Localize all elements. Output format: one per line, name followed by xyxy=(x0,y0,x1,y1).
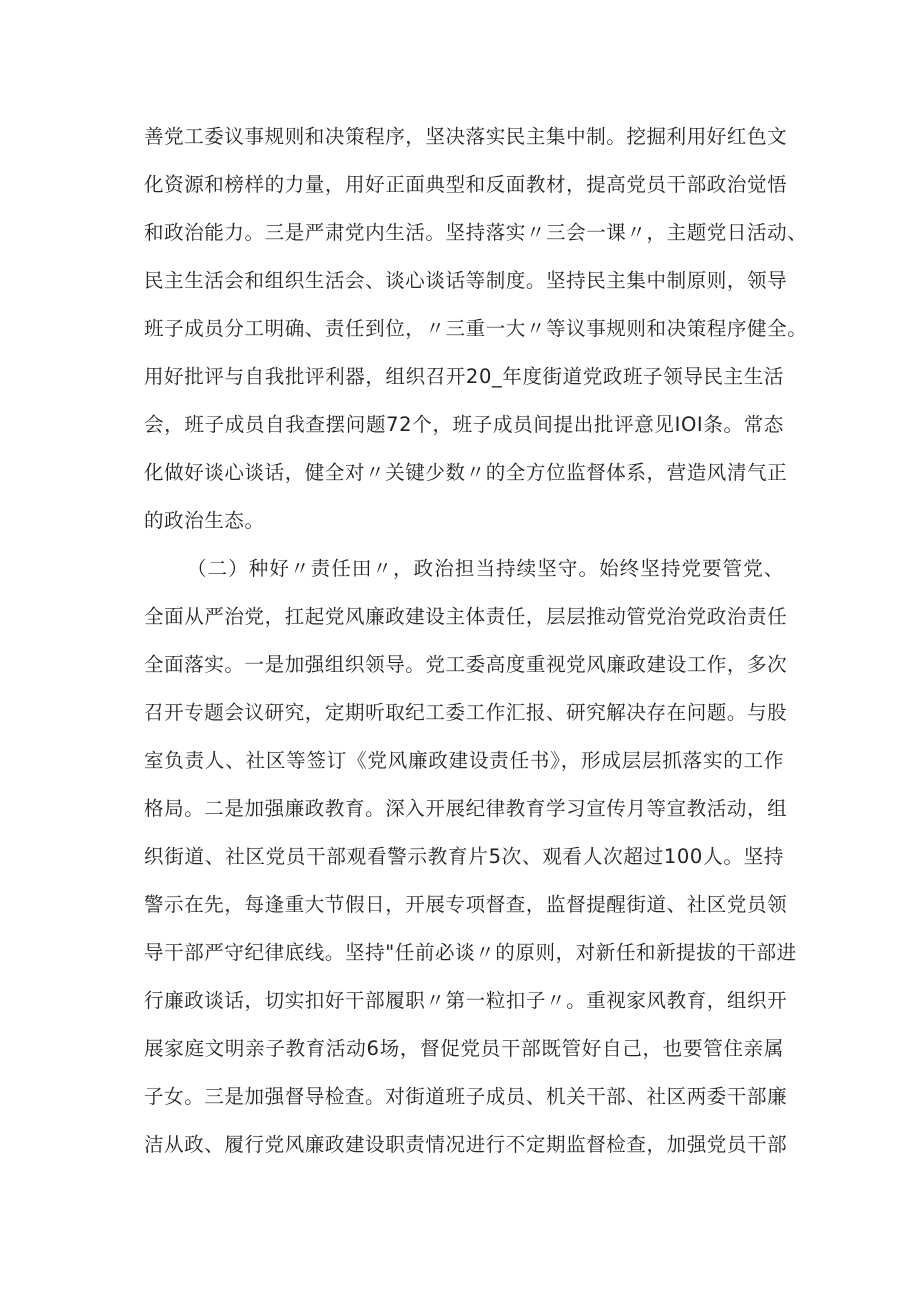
text-line: 会，班子成员自我查摆问题72个，班子成员间提出批评意见IOI条。常态 xyxy=(144,413,784,436)
text-line: 格局。二是加强廉政教育。深入开展纪律教育学习宣传月等宣教活动，组 xyxy=(144,797,788,820)
text-line: 和政治能力。三是严肃党内生活。坚持落实〃三会一课〃，主题党日活动、 xyxy=(144,221,808,244)
text-line: 化做好谈心谈话，健全对〃关键少数〃的全方位监督体系，营造风清气正 xyxy=(144,461,788,484)
text-line: 班子成员分工明确、责任到位，〃三重一大〃等议事规则和决策程序健全。 xyxy=(144,317,808,340)
text-line: 用好批评与自我批评利器，组织召开20_年度街道党政班子领导民主生活 xyxy=(144,365,784,388)
text-line: 织街道、社区党员干部观看警示教育片5次、观看人次超过100人。坚持 xyxy=(144,845,784,868)
text-line: 的政治生态。 xyxy=(144,509,265,532)
section-heading-line: （二）种好〃责任田〃，政治担当持续坚守。始终坚持党要管党、 xyxy=(187,557,784,580)
text-line: 全面落实。一是加强组织领导。党工委高度重视党风廉政建设工作，多次 xyxy=(144,653,788,676)
text-line: 召开专题会议研究，定期听取纪工委工作汇报、研究解决存在问题。与股 xyxy=(144,701,788,724)
text-line: 行廉政谈话，切实扣好干部履职〃第一粒扣子〃。重视家风教育，组织开 xyxy=(144,989,788,1012)
text-line: 民主生活会和组织生活会、谈心谈话等制度。坚持民主集中制原则，领导 xyxy=(144,269,788,292)
text-line: 展家庭文明亲子教育活动6场，督促党员干部既管好自己，也要管住亲属 xyxy=(144,1037,784,1060)
text-line: 善党工委议事规则和决策程序，坚决落实民主集中制。挖掘利用好红色文 xyxy=(144,125,788,148)
text-line: 警示在先，每逢重大节假日，开展专项督查，监督提醒街道、社区党员领 xyxy=(144,893,788,916)
text-line: 化资源和榜样的力量，用好正面典型和反面教材，提高党员干部政治觉悟 xyxy=(144,173,788,196)
text-line: 室负责人、社区等签订《党风廉政建设责任书》，形成层层抓落实的工作 xyxy=(144,749,784,772)
text-line: 洁从政、履行党风廉政建设职责情况进行不定期监督检查，加强党员干部 xyxy=(144,1133,788,1156)
text-line: 全面从严治党，扛起党风廉政建设主体责任，层层推动管党治党政治责任 xyxy=(144,605,788,628)
text-line: 子女。三是加强督导检查。对街道班子成员、机关干部、社区两委干部廉 xyxy=(144,1085,788,1108)
text-line: 导干部严守纪律底线。坚持"任前必谈〃的原则，对新任和新提拔的干部进 xyxy=(144,941,797,964)
